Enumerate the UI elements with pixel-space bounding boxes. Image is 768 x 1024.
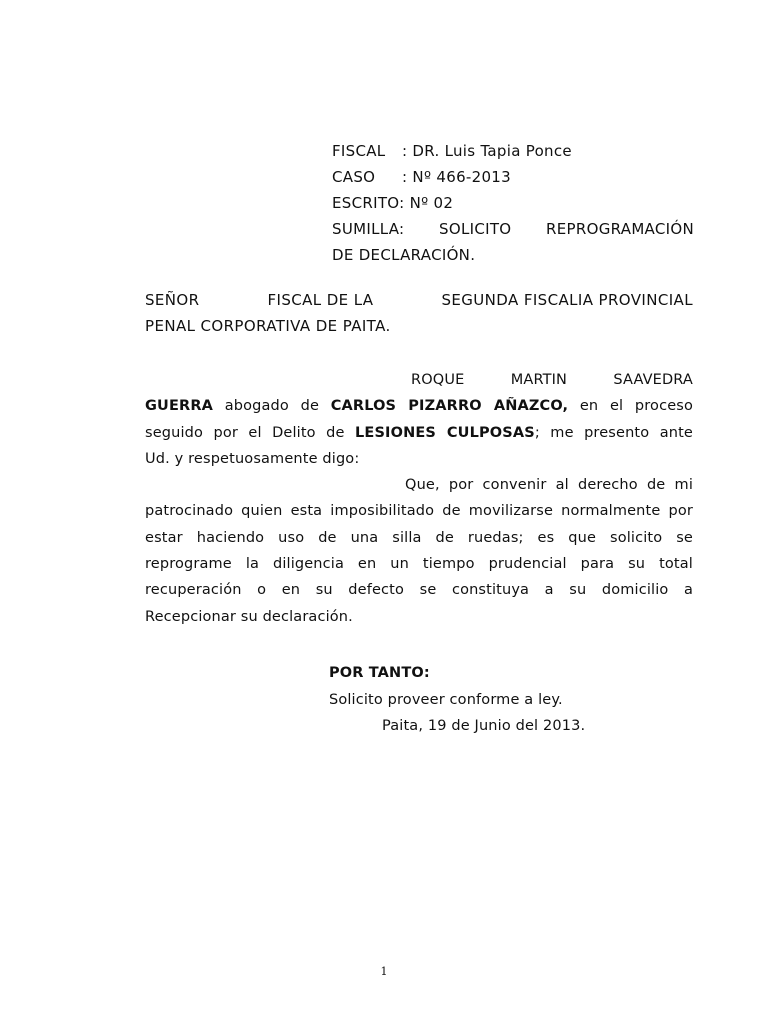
paragraph2-line6: Recepcionar su declaración. <box>145 608 353 625</box>
sumilla-label: SUMILLA: <box>332 220 405 238</box>
paragraph2-line3: estar haciendo uso de una silla de ruedas; es que solicito se <box>145 529 693 546</box>
escrito-value: Nº 02 <box>409 194 454 212</box>
solicito-line: Solicito proveer conforme a ley. <box>329 691 563 708</box>
fiscal-row <box>332 138 694 164</box>
addressee <box>145 287 693 339</box>
proceso-text: en el proceso <box>568 398 693 415</box>
sumilla-row <box>332 216 694 242</box>
body-text <box>145 367 693 630</box>
caso-label: CASO <box>332 168 376 186</box>
seguido-text: seguido por el Delito de <box>145 424 356 441</box>
fiscal-value: : DR. Luis Tapia Ponce <box>402 142 572 160</box>
name-word-martin: MARTIN <box>510 372 568 388</box>
client-name: CARLOS PIZARRO AÑAZCO, <box>330 398 569 415</box>
addressee-line1 <box>145 287 693 313</box>
por-tanto: POR TANTO: <box>329 665 430 681</box>
paragraph2-line2: patrocinado quien esta imposibilitado de movilizarse normalmente por <box>145 503 693 520</box>
paragraph1-line4: Ud. y respetuosamente digo: <box>145 450 360 467</box>
paragraph2-line1: Que, por convenir al derecho de mi <box>405 477 693 494</box>
paragraph2-line5: recuperación o en su defecto se constituya a su domicilio a <box>145 582 693 599</box>
page-number: 1 <box>380 965 388 978</box>
date-line: Paita, 19 de Junio del 2013. <box>382 718 586 734</box>
addressee-word-fiscal: FISCAL DE LA <box>267 291 374 309</box>
presento-text: ; me presento ante <box>534 424 693 441</box>
paragraph1-line2 <box>145 393 693 419</box>
caso-value: : Nº 466-2013 <box>402 168 511 186</box>
name-word-saavedra: SAAVEDRA <box>613 372 693 388</box>
closing-block <box>329 660 709 740</box>
paragraph1-line1 <box>145 367 693 393</box>
sumilla-line2: DE DECLARACIÓN. <box>332 246 476 264</box>
delito-text: LESIONES CULPOSAS <box>355 424 535 441</box>
paragraph2-line4: reprograme la diligencia en un tiempo prudencial para su total <box>145 556 693 573</box>
addressee-word-segunda: SEGUNDA FISCALIA PROVINCIAL <box>441 291 693 309</box>
paragraph1-line3 <box>145 420 693 446</box>
name-word-roque: ROQUE <box>411 372 465 388</box>
sumilla-line1: SOLICITO REPROGRAMACIÓN <box>439 220 694 238</box>
name-guerra: GUERRA <box>145 398 214 415</box>
escrito-label: ESCRITO: <box>332 194 405 212</box>
case-header <box>332 138 694 268</box>
abogado-text: abogado de <box>213 398 331 415</box>
caso-row <box>332 164 694 190</box>
addressee-line2: PENAL CORPORATIVA DE PAITA. <box>145 317 391 335</box>
escrito-row <box>332 190 694 216</box>
fiscal-label: FISCAL <box>332 142 386 160</box>
addressee-word-senor: SEÑOR <box>145 291 200 309</box>
